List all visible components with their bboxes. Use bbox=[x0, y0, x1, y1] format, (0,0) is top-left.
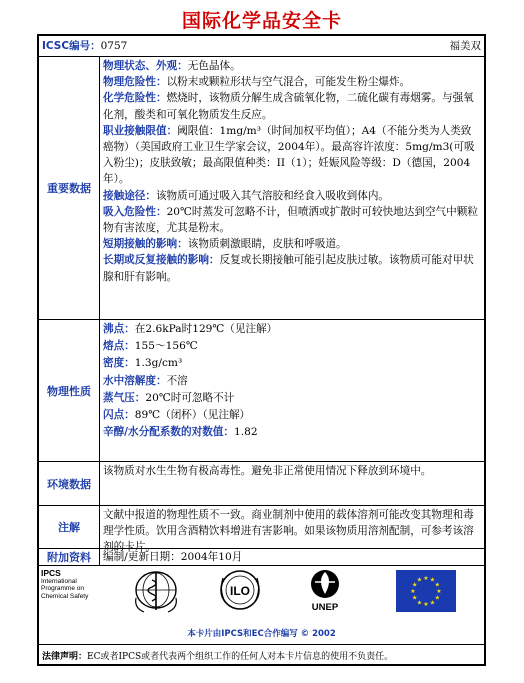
ilo-emblem-icon bbox=[217, 568, 263, 614]
property-item bbox=[103, 355, 481, 372]
property-value: 20℃时可忽略不计 bbox=[145, 391, 235, 404]
property-key: 物理状态、外观： bbox=[103, 60, 188, 72]
property-item bbox=[103, 90, 481, 122]
notes-text: 文献中报道的物理性质不一致。商业制剂中使用的载体溶剂可能改变其物理和毒理学性质。饮用含酒精饮料增进有害影响。如果该物质用溶剂配制，可参考该溶剂的卡片。 bbox=[103, 509, 474, 554]
credit-text: 本卡片由IPCS和EC合作编写 © 2002 bbox=[187, 629, 336, 639]
svg-text:★: ★ bbox=[412, 581, 418, 589]
property-item bbox=[103, 424, 481, 441]
property-item bbox=[103, 321, 481, 338]
svg-text:★: ★ bbox=[434, 581, 440, 589]
environment-text: 该物质对水生生物有极高毒性。避免非正常使用情况下释放到环境中。 bbox=[103, 465, 432, 477]
property-key: 化学危险性： bbox=[103, 92, 167, 105]
property-key: 水中溶解度： bbox=[103, 374, 167, 387]
property-item bbox=[103, 204, 481, 236]
eu-flag-icon bbox=[396, 570, 456, 612]
svg-text:★: ★ bbox=[423, 575, 429, 582]
icsc-number: 0757 bbox=[100, 40, 128, 52]
property-value: 在2.6kPa时129℃（见注解） bbox=[134, 323, 278, 335]
property-key: 沸点： bbox=[103, 323, 135, 335]
property-key: 辛醇/水分配系数的对数值： bbox=[103, 426, 234, 439]
svg-text:★: ★ bbox=[436, 588, 442, 595]
property-key: 吸入危险性： bbox=[103, 205, 167, 218]
environment-row bbox=[39, 462, 484, 506]
property-item bbox=[103, 58, 481, 74]
property-item bbox=[103, 188, 481, 204]
physical-properties-row bbox=[39, 320, 484, 462]
page-title: 国际化学品安全卡 bbox=[181, 10, 342, 32]
svg-text:★: ★ bbox=[416, 599, 423, 607]
property-key: 闪点： bbox=[103, 409, 135, 422]
ipcs-logo: IPCS International Programme on Chemical Safety bbox=[41, 568, 89, 600]
property-value: 该物质刺激眼睛，皮肤和呼吸道。 bbox=[187, 238, 347, 251]
svg-text:★: ★ bbox=[434, 594, 440, 602]
unep-logo: UNEP bbox=[299, 568, 351, 613]
section-label-notes: 注解 bbox=[39, 506, 100, 548]
property-item bbox=[103, 123, 481, 188]
chemical-name: 福美双 bbox=[449, 40, 481, 52]
property-key: 物理危险性： bbox=[103, 76, 167, 89]
physical-properties-content bbox=[103, 321, 481, 441]
property-value: 阈限值：1mg/m³（时间加权平均值）；A4（不能分类为人类致癌物）（美国政府工业卫生学家会议，2004年）。最高容许浓度：5mg/m3(可吸入粉尘)；皮肤致敏；最高限值种类：II（1）；妊娠风险等级：D（德国，2004年）。 bbox=[103, 124, 475, 186]
svg-text:★: ★ bbox=[416, 576, 423, 584]
property-value: 以粉末或颗粒形状与空气混合，可能发生粉尘爆炸。 bbox=[166, 76, 411, 89]
property-value: 无色晶体。 bbox=[187, 60, 241, 72]
notes-row bbox=[39, 506, 484, 554]
property-key: 职业接触限值： bbox=[103, 124, 178, 137]
property-item bbox=[103, 252, 481, 284]
property-value: 该物质可通过吸入其气溶胶和经食入吸收到体内。 bbox=[155, 189, 390, 202]
section-label-physical: 物理性质 bbox=[39, 320, 100, 461]
svg-text:★: ★ bbox=[410, 588, 416, 595]
safety-card bbox=[37, 34, 486, 666]
svg-text:★: ★ bbox=[412, 594, 418, 602]
property-key: 熔点： bbox=[103, 340, 135, 353]
legal-notice: 法律声明：EC或者IPCS或者代表两个组织工作的任何人对本卡片信息的使用不负责任。 bbox=[42, 652, 394, 662]
property-key: 接触途径： bbox=[103, 189, 156, 202]
svg-text:★: ★ bbox=[429, 599, 436, 607]
important-data-content bbox=[103, 58, 481, 285]
property-key: 长期或反复接触的影响： bbox=[103, 254, 220, 267]
property-item bbox=[103, 407, 481, 424]
unep-emblem-icon bbox=[305, 568, 345, 600]
property-item bbox=[103, 236, 481, 252]
property-value: 1.82 bbox=[234, 426, 258, 439]
icsc-label: ICSC编号： bbox=[42, 40, 101, 52]
section-label-additional: 附加资料 bbox=[39, 549, 100, 565]
property-item bbox=[103, 338, 481, 355]
property-item bbox=[103, 74, 481, 90]
additional-text: 编制/更新日期：2004年10月 bbox=[103, 551, 243, 563]
property-value: 反复或长期接触可能引起皮肤过敏。该物质可能对甲状腺和肝有影响。 bbox=[103, 254, 474, 283]
section-label-environment: 环境数据 bbox=[39, 462, 100, 505]
property-value: 不溶 bbox=[166, 374, 188, 387]
card-header bbox=[39, 36, 484, 57]
property-item bbox=[103, 390, 481, 407]
svg-text:★: ★ bbox=[429, 576, 436, 584]
property-value: 燃烧时，该物质分解生成含硫氧化物，二硫化碳有毒烟雾。与强氧化剂，酸类和可氧化物质发生反应。 bbox=[103, 92, 474, 121]
property-value: 89℃（闭杯）（见注解） bbox=[134, 409, 251, 422]
property-key: 短期接触的影响： bbox=[103, 238, 188, 251]
important-data-row bbox=[39, 57, 484, 320]
svg-text:★: ★ bbox=[423, 601, 429, 608]
property-value: 155～156℃ bbox=[134, 340, 198, 353]
additional-info-row bbox=[39, 549, 484, 566]
property-key: 密度： bbox=[103, 357, 135, 370]
svg-text:ILO: ILO bbox=[230, 584, 250, 598]
property-item bbox=[103, 373, 481, 390]
property-value: 20℃时蒸发可忽略不计，但喷洒或扩散时可较快地达到空气中颗粒物有害浓度，尤其是粉末。 bbox=[103, 205, 478, 235]
property-value: 1.3g/cm³ bbox=[134, 357, 183, 370]
property-key: 蒸气压： bbox=[103, 391, 146, 404]
section-label-important: 重要数据 bbox=[39, 57, 100, 319]
who-emblem-icon bbox=[132, 568, 180, 614]
footer-logos bbox=[39, 566, 484, 645]
